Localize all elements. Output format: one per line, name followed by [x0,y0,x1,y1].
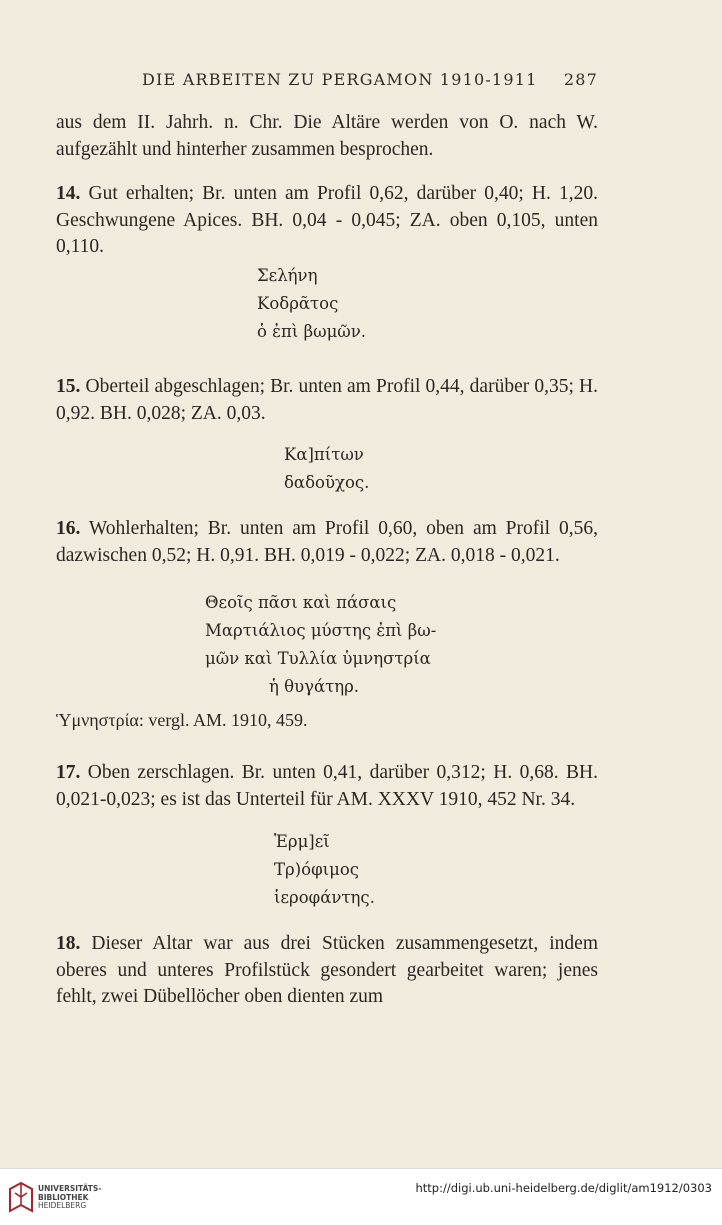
entry-text: Wohlerhalten; Br. unten am Profil 0,60, oben am Profil 0,56, dazwischen 0,52; H. 0,91. BH. 0,019 - 0,022; ZA. 0,018 - 0,021. [56,518,598,566]
entry-16 [56,516,598,569]
inscription-15 [284,441,369,497]
inscription-line: Κοδρᾶτος [257,294,339,313]
inscription-line: ἱεροφάντης. [274,888,375,907]
inscription-line: Κα]πίτων [284,445,364,464]
inscription-line: δαδοῦχος. [284,473,370,492]
inscription-16 [205,589,436,701]
entry-14 [56,181,598,261]
inscription-17 [274,828,375,912]
library-logo-icon [8,1181,34,1215]
note-16: Ὑμνηστρία: vergl. AM. 1910, 459. [56,710,308,730]
entry-17 [56,760,598,813]
viewer-footer [0,1168,722,1225]
running-header [142,70,598,94]
logo-line: BIBLIOTHEK [38,1192,89,1202]
inscription-14 [257,262,366,346]
entry-number: 18. [56,933,81,954]
entry-text: Gut erhalten; Br. unten am Profil 0,62, darüber 0,40; H. 1,20. Geschwungene Apices. BH. 0,04 - 0,045; ZA. oben 0,105, unten 0,110. [56,183,598,257]
entry-text: Dieser Altar war aus drei Stücken zusammengesetzt, indem oberes und unteres Profilstück gesondert gearbeitet waren; jenes fehlt, zwei Dübellöcher oben dienten zum [56,933,598,1007]
entry-15 [56,374,598,427]
page-number: 287 [563,70,598,89]
inscription-line: μῶν καὶ Τυλλία ὑμνηστρία [205,649,431,668]
source-url[interactable]: http://digi.ub.uni-heidelberg.de/diglit/am1912/0303 [415,1181,712,1195]
logo-line: HEIDELBERG [38,1201,87,1211]
library-logo-text [38,1185,101,1211]
entry-number: 15. [56,376,81,397]
logo-line: UNIVERSITÄTS- [38,1184,102,1193]
inscription-line: Μαρτιάλιος μύστης ἐπὶ βω- [205,621,437,640]
library-logo[interactable] [8,1179,128,1215]
inscription-line: Θεοῖς πᾶσι καὶ πάσαις [205,593,397,612]
inscription-line: ὁ ἐπὶ βωμῶν. [257,322,367,341]
entry-text: Oben zerschlagen. Br. unten 0,41, darüber 0,312; H. 0,68. BH. 0,021-0,023; es ist das Unterteil für AM. XXXV 1910, 452 Nr. 34. [56,762,598,810]
running-title: DIE ARBEITEN ZU PERGAMON 1910-1911 [142,70,538,89]
entry-number: 16. [56,518,81,539]
inscription-line: ἡ θυγάτηρ. [269,677,360,696]
inscription-line: Τρ)όφιμος [274,860,359,879]
intro-paragraph: aus dem II. Jahrh. n. Chr. Die Altäre werden von O. nach W. aufgezählt und hinterher zusammen besprochen. [56,112,598,160]
entry-text: Oberteil abgeschlagen; Br. unten am Profil 0,44, darüber 0,35; H. 0,92. BH. 0,028; ZA. 0,03. [56,376,598,424]
entry-18 [56,931,598,1011]
entry-number: 14. [56,183,81,204]
inscription-line: Ἑρμ]εῖ [274,832,330,851]
entry-number: 17. [56,762,81,783]
inscription-line: Σελήνη [257,266,318,285]
